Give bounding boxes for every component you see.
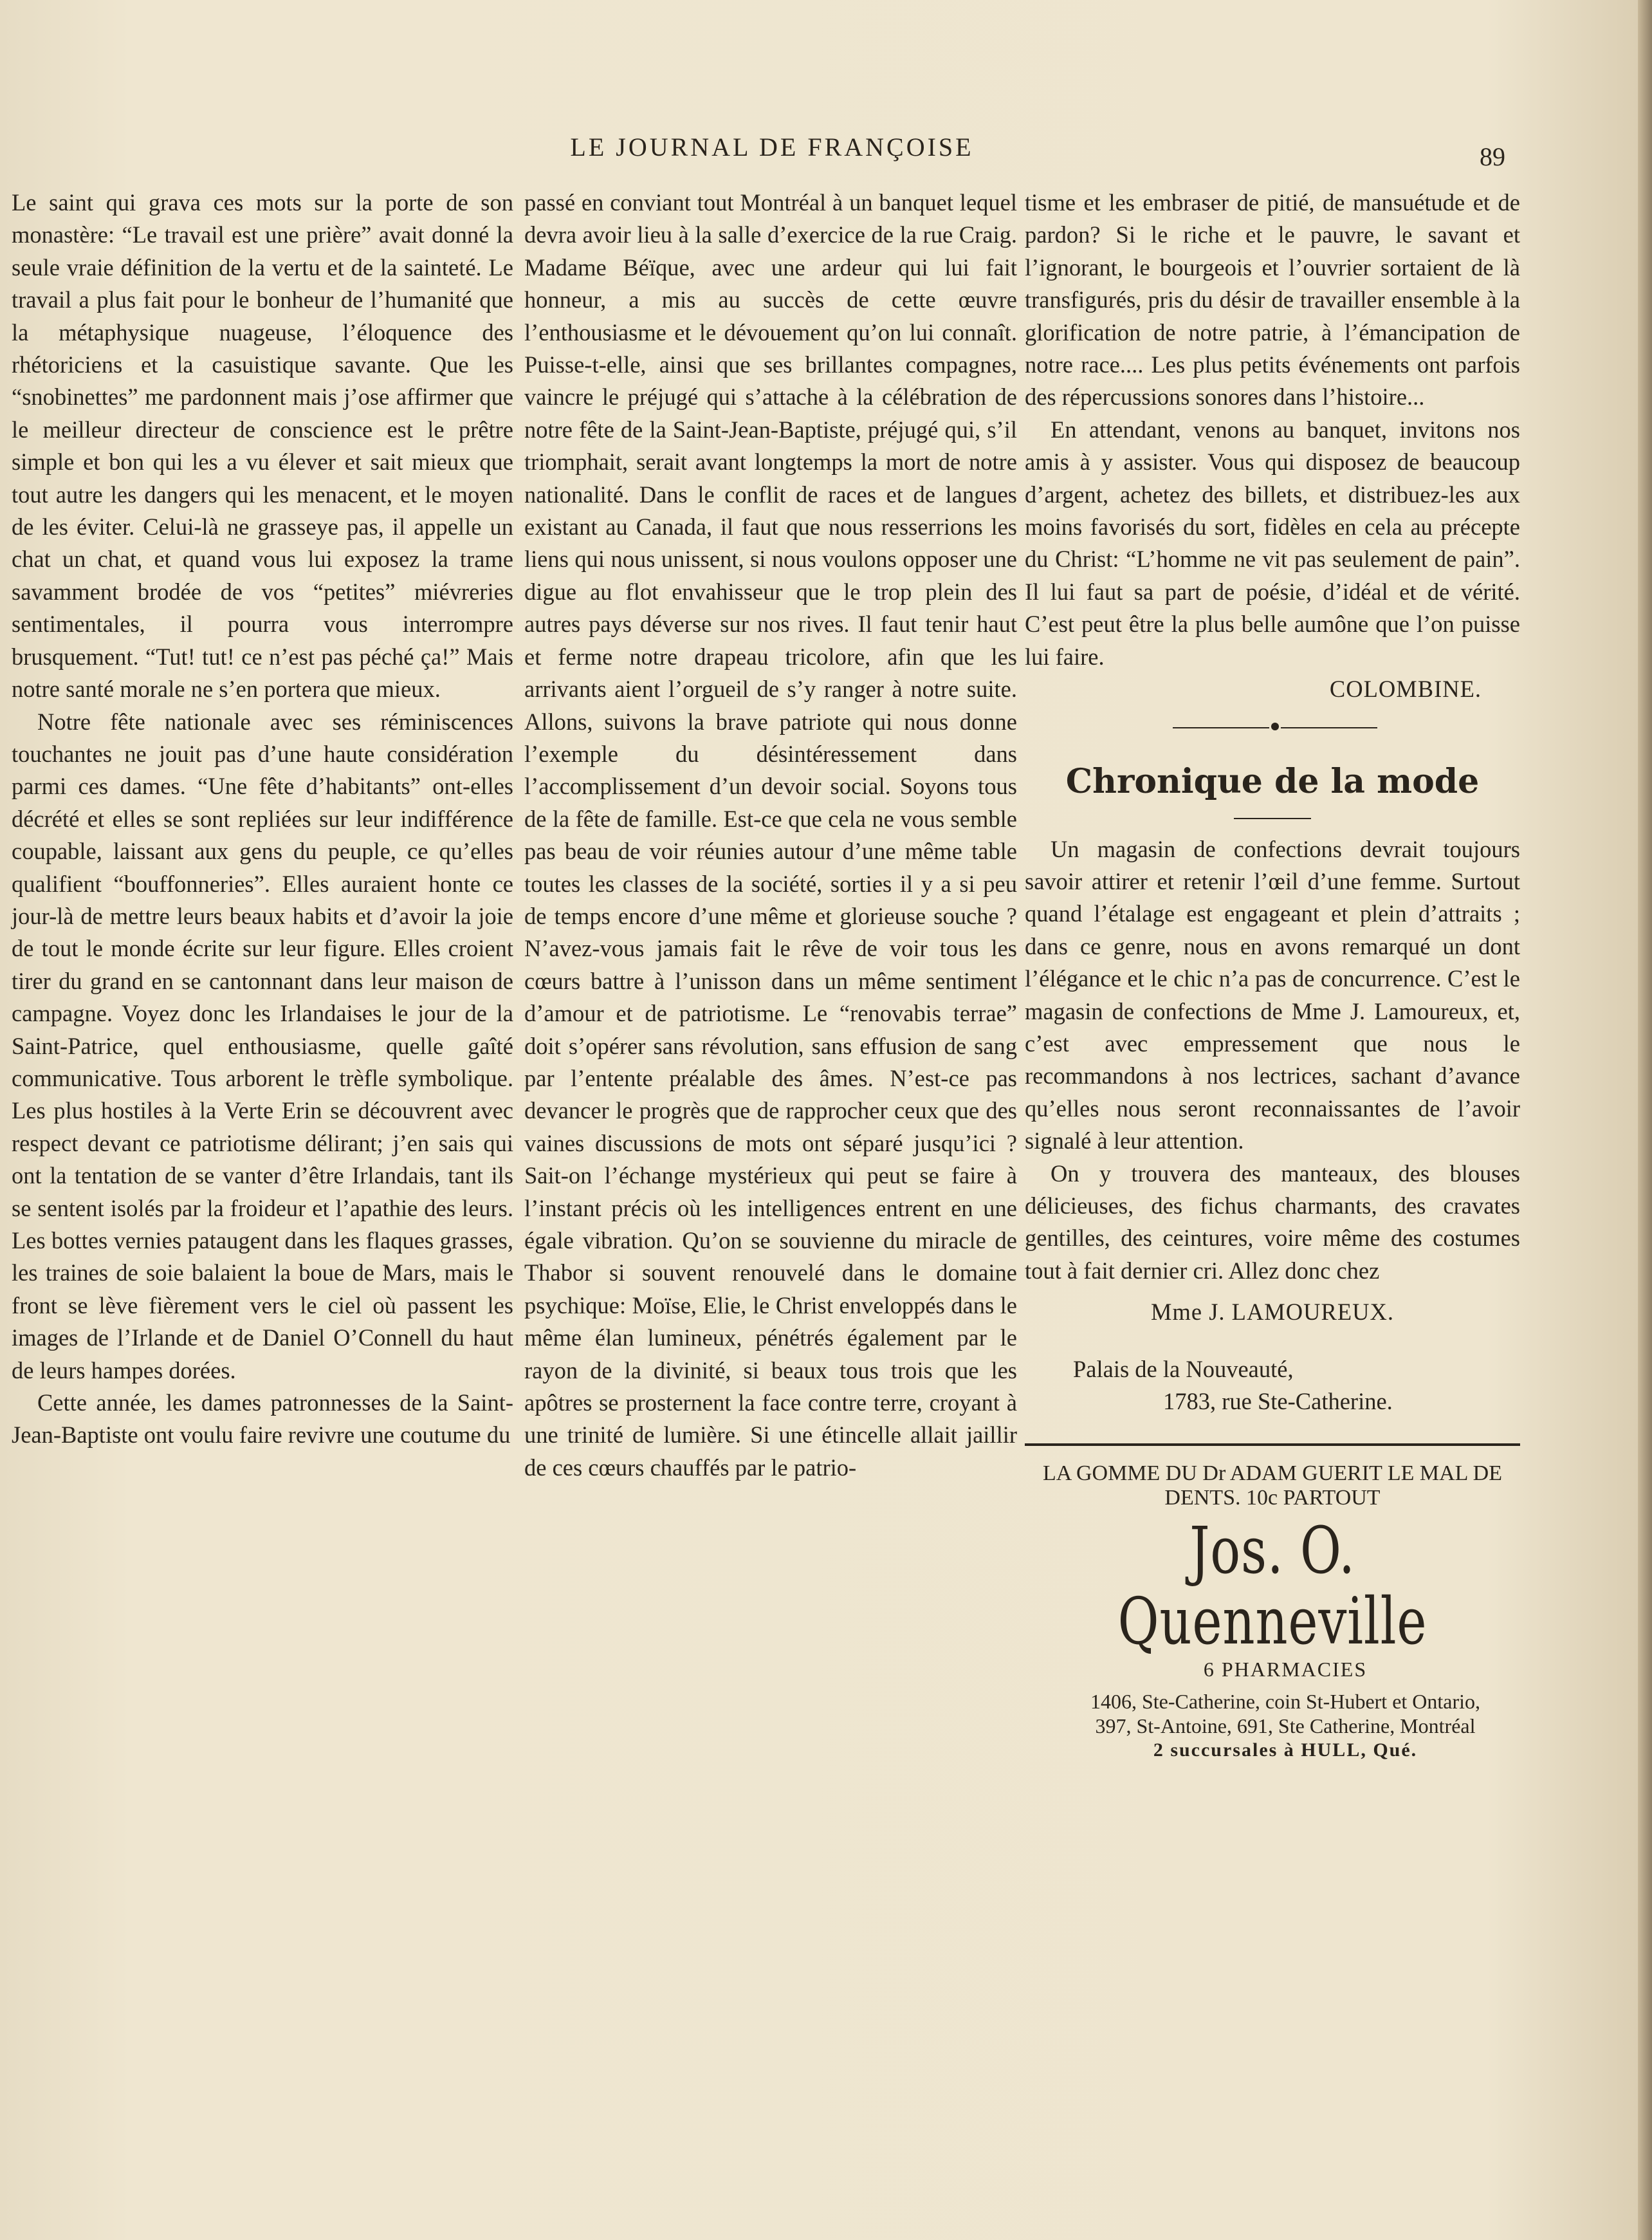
ad-branches: 2 succursales à HULL, Qué. bbox=[1153, 1739, 1418, 1761]
title-rule bbox=[1234, 818, 1311, 819]
paragraph: Un magasin de confections devrait toujours savoir attirer et retenir l’œil d’une femme. Surtout quand l’étalage est engageant et plein d’attraits ; dans ce genre, nous en avons remarqué un dont l’élégance et le chic n’a pas de concurrence. C’est le magasin de confections de Mme J. Lamoureux, et, c’est avec empressement que nous le recommandons à nos lectrices, sachant d’avance qu’elles nous seront reconnaissantes de l’avoir signalé à leur attention. bbox=[1025, 835, 1520, 1154]
paragraph: Notre fête nationale avec ses réminiscences touchantes ne jouit pas d’une haute considération parmi ces dames. “Une fête d’habitants” ont-elles décrété et elles se sont repliées sur leur indifférence coupable, laissant aux gens du peuple, ce qu’elles qualifient “bouffonneries”. Elles auraient honte ce jour-là de mettre leurs beaux habits et d’avoir la joie de tout le monde écrite sur leur figure. Elles croient tirer du grand en se cantonnant dans leur maison de campagne. Voyez donc les Irlandaises le jour de la Saint-Patrice, quel enthousiasme, quelle gaîté communicative. Tous arborent le trèfle symbolique. Les plus hostiles à la Verte Erin se découvrent avec respect devant ce patriotisme délirant; j’en sais qui ont la tentation de se vanter d’être Irlandais, tant ils se sentent isolés par la froideur et l’apathie des leurs. Les bottes vernies pataugent dans les flaques grasses, les traines de soie balaient la boue de Mars, mais le front se lève fièrement vers le ciel où passent les images de l’Irlande et de Daniel O’Connell du haut de leurs hampes dorées. bbox=[12, 708, 513, 1384]
column-2 bbox=[524, 187, 1017, 1484]
ad-address-line-2: 397, St-Antoine, 691, Ste Catherine, Montréal bbox=[1095, 1714, 1476, 1738]
paragraph: En attendant, venons au banquet, invitons nos amis à y assister. Vous qui disposez de beaucoup d’argent, achetez des billets, et distribuez-les aux moins favorisés du sort, fidèles en cela au précepte du Christ: “L’homme ne vit pas seulement de pain”. Il lui faut sa part de poésie, d’idéal et de vérité. C’est peut être la plus belle aumône que l’on puisse lui faire. bbox=[1025, 416, 1520, 670]
ad-headline: LA GOMME DU Dr ADAM GUERIT LE MAL DE DENTS. 10c PARTOUT bbox=[1043, 1461, 1502, 1510]
paragraph: Le saint qui grava ces mots sur la porte de son monastère: “Le travail est une prière” avait donné la seule vraie définition de la vertu et de la sainteté. Le travail a plus fait pour le bonheur de l’humanité que la métaphysique nuageuse, l’éloquence des rhétoriciens et la casuistique savante. Que les “snobinettes” me pardonnent mais j’ose affirmer que le meilleur directeur de conscience est le prêtre simple et bon qui les a vu élever et sait mieux que tout autre les dangers qui les menacent, et le moyen de les éviter. Celui-là ne grasseye pas, il appelle un chat un chat, et quand vous lui exposez la trame savamment brodée de vos “petites” miévreries sentimentales, il pourra vous interrompre brusquement. “Tut! tut! ce n’est pas péché ça!” Mais notre santé morale ne s’en portera que mieux. bbox=[12, 189, 513, 703]
store-name: Mme J. LAMOUREUX. bbox=[1151, 1299, 1394, 1326]
paragraph: tisme et les embraser de pitié, de mansuétude et de pardon? Si le riche et le pauvre, le savant et l’ignorant, le bourgeois et l’ouvrier sortaient de là transfigurés, pris du désir de travailler ensemble à la glorification de notre patrie, à l’émancipation de notre race.... Les plus petits événements ont parfois des répercussions sonores dans l’histoire... bbox=[1025, 189, 1520, 411]
paragraph: On y trouvera des manteaux, des blouses délicieuses, des fichus charmants, des cravates gentilles, des ceintures, voire même des costumes tout à fait dernier cri. Allez donc chez bbox=[1025, 1160, 1520, 1284]
section-divider bbox=[1025, 711, 1520, 743]
store-place: Palais de la Nouveauté, bbox=[1073, 1355, 1294, 1382]
paragraph: Cette année, les dames patronnesses de la Saint-Jean-Baptiste ont voulu faire revivre une coutume du bbox=[12, 1389, 513, 1449]
ad-pharmacist-name: Jos. O. Quenneville bbox=[1117, 1513, 1427, 1660]
ad-rule bbox=[1025, 1443, 1520, 1446]
column-3 bbox=[1025, 187, 1520, 1763]
page-edge bbox=[1638, 0, 1652, 2240]
ad-subtitle: 6 PHARMACIES bbox=[1203, 1658, 1368, 1681]
store-address: 1783, rue Ste-Catherine. bbox=[1163, 1388, 1393, 1414]
author-signature: COLOMBINE. bbox=[1329, 676, 1482, 703]
journal-title: LE JOURNAL DE FRANÇOISE bbox=[570, 133, 974, 162]
column-1 bbox=[12, 187, 513, 1452]
section-title: Chronique de la mode bbox=[1065, 761, 1480, 801]
pharmacy-advertisement bbox=[1025, 1461, 1520, 1763]
paragraph: passé en conviant tout Montréal à un banquet lequel devra avoir lieu à la salle d’exercice de la rue Craig. Madame Béïque, avec une ardeur qui lui fait honneur, a mis au succès de cette œuvre l’enthousiasme et le dévouement qu’on lui connaît. Puisse-t-elle, ainsi que ses brillantes compagnes, vaincre le préjugé qui s’attache à la célébration de notre fête de la Saint-Jean-Baptiste, préjugé qui, s’il triomphait, serait avant longtemps la mort de notre nationalité. Dans le conflit de races et de langues existant au Canada, il faut que nous resserrions les liens qui nous unissent, si nous voulons opposer une digue au flot envahisseur que le trop plein des autres pays déverse sur nos rives. Il faut tenir haut et ferme notre drapeau tricolore, afin que les arrivants aient l’orgueil de s’y ranger à notre suite. Allons, suivons la brave patriote qui nous donne l’exemple du désintéressement dans l’accomplissement d’un devoir social. Soyons tous de la fête de famille. Est-ce que cela ne vous semble pas beau de voir réunies autour d’une même table toutes les classes de la société, sorties il y a si peu de temps encore d’une même et glorieuse souche ? N’avez-vous jamais fait le rêve de voir tous les cœurs battre à l’unisson dans un même sentiment d’amour et de patriotisme. Le “renovabis terrae” doit s’opérer sans révolution, sans effusion de sang par l’entente préalable des âmes. N’est-ce pas devancer le progrès que de rapprocher ceux que des vaines discussions de mots ont séparé jusqu’ici ? Sait-on l’échange mystérieux qui peut se faire à l’instant précis où les intelligences entrent en une égale vibration. Qu’on se souvienne du miracle de Thabor si souvent renouvelé dans le domaine psychique: Moïse, Elie, le Christ enveloppés dans le même élan lumineux, pénétrés également par le rayon de la divinité, si beaux tous trois que les apôtres se prosternent la face contre terre, croyant à une trinité de lumière. Si une étincelle allait jaillir de ces cœurs chauffés par le patrio- bbox=[524, 189, 1017, 1481]
page-number: 89 bbox=[1480, 142, 1505, 171]
ad-address-line-1: 1406, Ste-Catherine, coin St-Hubert et Ontario, bbox=[1090, 1690, 1481, 1714]
